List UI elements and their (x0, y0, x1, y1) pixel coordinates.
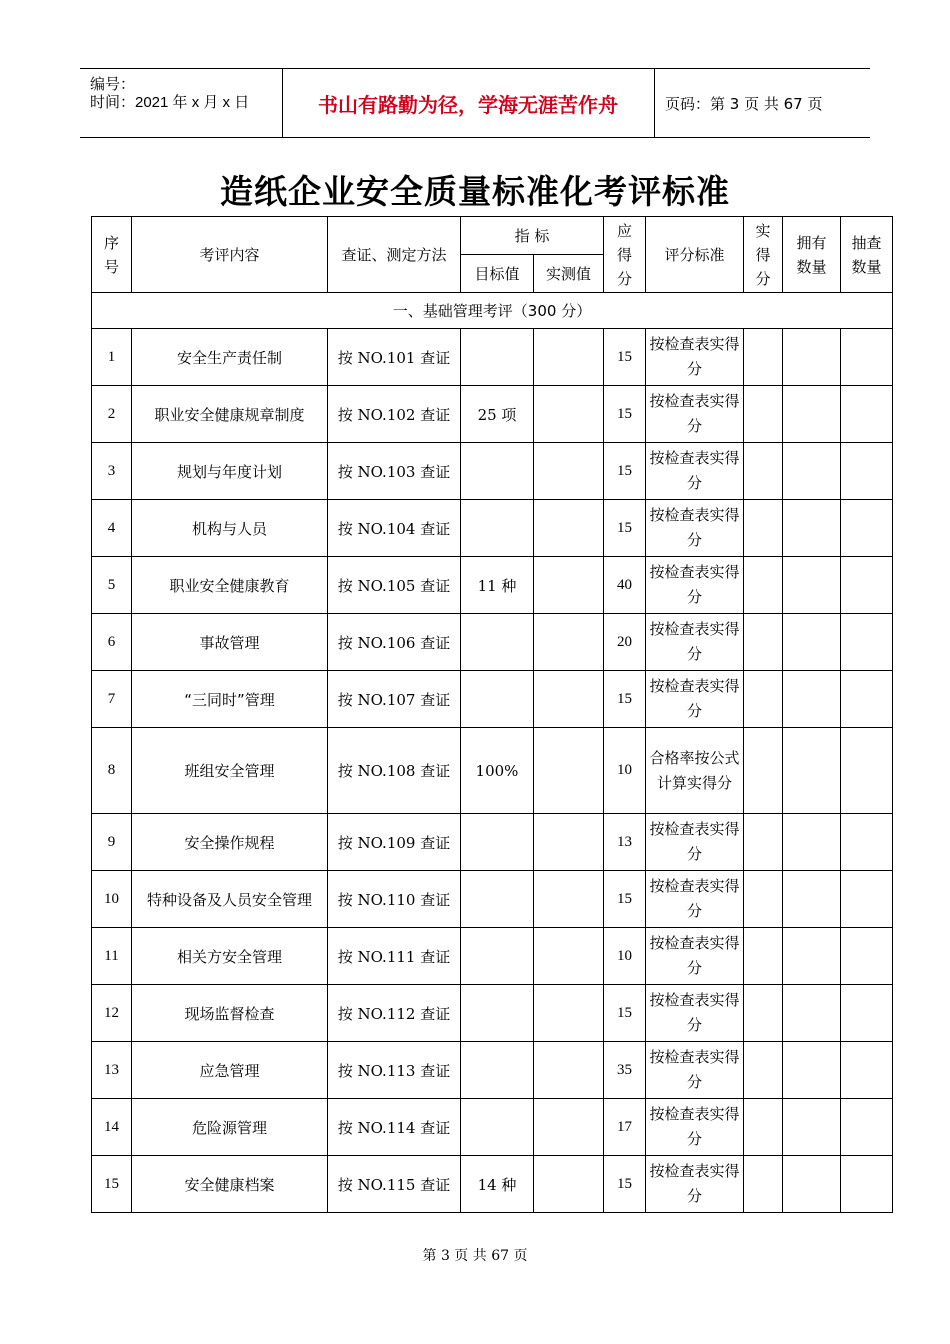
row-measured (534, 1156, 604, 1213)
row-content: 安全操作规程 (132, 814, 328, 871)
table-row (92, 443, 893, 500)
assessment-table (91, 216, 893, 1213)
row-content: 职业安全健康教育 (132, 557, 328, 614)
row-actual (744, 985, 783, 1042)
row-number: 11 (92, 928, 132, 985)
row-standard: 按检查表实得分 (646, 557, 744, 614)
row-method: 按 NO.105 查证 (328, 557, 461, 614)
row-content: 事故管理 (132, 614, 328, 671)
header-standard: 评分标准 (646, 217, 744, 293)
table-row (92, 329, 893, 386)
header-page-info (655, 69, 880, 137)
row-standard: 合格率按公式计算实得分 (646, 728, 744, 814)
row-actual (744, 614, 783, 671)
row-owned (783, 386, 841, 443)
row-owned (783, 1099, 841, 1156)
row-score: 15 (604, 1156, 646, 1213)
row-target (461, 1099, 534, 1156)
header-indicator: 指 标 (461, 217, 604, 255)
row-actual (744, 1156, 783, 1213)
row-content: 相关方安全管理 (132, 928, 328, 985)
row-measured (534, 671, 604, 728)
row-sample (841, 1099, 893, 1156)
row-target: 100% (461, 728, 534, 814)
row-number: 4 (92, 500, 132, 557)
row-target (461, 928, 534, 985)
row-sample (841, 671, 893, 728)
table-row (92, 614, 893, 671)
motto-text: 书山有路勤为径，学海无涯苦作舟 (318, 92, 618, 117)
row-sample (841, 443, 893, 500)
row-method: 按 NO.107 查证 (328, 671, 461, 728)
row-target (461, 443, 534, 500)
row-number: 1 (92, 329, 132, 386)
row-actual (744, 386, 783, 443)
header-seq: 序号 (92, 217, 132, 293)
row-content: 危险源管理 (132, 1099, 328, 1156)
row-content: “三同时”管理 (132, 671, 328, 728)
row-score: 20 (604, 614, 646, 671)
table-row (92, 928, 893, 985)
row-target (461, 671, 534, 728)
row-actual (744, 500, 783, 557)
row-standard: 按检查表实得分 (646, 500, 744, 557)
row-target: 14 种 (461, 1156, 534, 1213)
row-owned (783, 728, 841, 814)
row-target (461, 329, 534, 386)
row-method: 按 NO.106 查证 (328, 614, 461, 671)
row-method: 按 NO.111 查证 (328, 928, 461, 985)
row-owned (783, 985, 841, 1042)
row-measured (534, 386, 604, 443)
row-target: 11 种 (461, 557, 534, 614)
table-row (92, 871, 893, 928)
row-measured (534, 614, 604, 671)
row-standard: 按检查表实得分 (646, 871, 744, 928)
row-target (461, 871, 534, 928)
header-score: 应得分 (604, 217, 646, 293)
row-method: 按 NO.115 查证 (328, 1156, 461, 1213)
row-standard: 按检查表实得分 (646, 443, 744, 500)
table-row (92, 985, 893, 1042)
row-owned (783, 443, 841, 500)
section-heading: 一、基础管理考评（300 分） (92, 293, 893, 329)
table-row (92, 557, 893, 614)
table-row (92, 814, 893, 871)
row-sample (841, 814, 893, 871)
header-actual: 实得分 (744, 217, 783, 293)
header-meta (80, 69, 283, 137)
table-row (92, 1042, 893, 1099)
row-actual (744, 814, 783, 871)
row-sample (841, 928, 893, 985)
row-score: 10 (604, 928, 646, 985)
header-motto-cell (282, 69, 655, 137)
row-number: 7 (92, 671, 132, 728)
row-target (461, 814, 534, 871)
row-sample (841, 386, 893, 443)
row-number: 2 (92, 386, 132, 443)
row-measured (534, 814, 604, 871)
row-method: 按 NO.113 查证 (328, 1042, 461, 1099)
row-owned (783, 928, 841, 985)
row-owned (783, 329, 841, 386)
row-target (461, 1042, 534, 1099)
row-number: 10 (92, 871, 132, 928)
row-measured (534, 1099, 604, 1156)
row-content: 特种设备及人员安全管理 (132, 871, 328, 928)
row-number: 3 (92, 443, 132, 500)
row-method: 按 NO.109 查证 (328, 814, 461, 871)
header-measured: 实测值 (534, 255, 604, 293)
row-standard: 按检查表实得分 (646, 671, 744, 728)
row-actual (744, 557, 783, 614)
row-owned (783, 871, 841, 928)
row-actual (744, 928, 783, 985)
row-measured (534, 728, 604, 814)
row-method: 按 NO.103 查证 (328, 443, 461, 500)
row-score: 35 (604, 1042, 646, 1099)
header-sample: 抽查数量 (841, 217, 893, 293)
row-measured (534, 985, 604, 1042)
row-number: 5 (92, 557, 132, 614)
row-number: 15 (92, 1156, 132, 1213)
row-owned (783, 671, 841, 728)
table-row (92, 500, 893, 557)
row-score: 15 (604, 985, 646, 1042)
row-target (461, 985, 534, 1042)
row-sample (841, 871, 893, 928)
row-owned (783, 500, 841, 557)
row-standard: 按检查表实得分 (646, 814, 744, 871)
row-score: 17 (604, 1099, 646, 1156)
page-info-text: 页码：第 3 页 共 67 页 (665, 94, 823, 113)
row-sample (841, 500, 893, 557)
document-title: 造纸企业安全质量标准化考评标准 (220, 172, 730, 211)
row-standard: 按检查表实得分 (646, 928, 744, 985)
row-score: 15 (604, 329, 646, 386)
row-measured (534, 928, 604, 985)
row-method: 按 NO.101 查证 (328, 329, 461, 386)
row-content: 应急管理 (132, 1042, 328, 1099)
row-owned (783, 1042, 841, 1099)
row-standard: 按检查表实得分 (646, 386, 744, 443)
page-header (80, 68, 870, 138)
date-label: 时间：2021 年 x 月 x 日 (90, 94, 250, 111)
table-row (92, 728, 893, 814)
row-measured (534, 329, 604, 386)
row-actual (744, 329, 783, 386)
row-score: 15 (604, 500, 646, 557)
row-score: 15 (604, 871, 646, 928)
row-sample (841, 557, 893, 614)
row-score: 40 (604, 557, 646, 614)
row-actual (744, 443, 783, 500)
row-standard: 按检查表实得分 (646, 329, 744, 386)
row-number: 9 (92, 814, 132, 871)
row-content: 班组安全管理 (132, 728, 328, 814)
footer-page-text: 第 3 页 共 67 页 (422, 1248, 528, 1264)
row-standard: 按检查表实得分 (646, 614, 744, 671)
row-number: 14 (92, 1099, 132, 1156)
page-footer (0, 1245, 950, 1265)
table-row (92, 1156, 893, 1213)
row-target: 25 项 (461, 386, 534, 443)
row-standard: 按检查表实得分 (646, 1042, 744, 1099)
row-owned (783, 614, 841, 671)
row-content: 职业安全健康规章制度 (132, 386, 328, 443)
row-method: 按 NO.112 查证 (328, 985, 461, 1042)
row-score: 15 (604, 443, 646, 500)
number-label: 编号： (90, 76, 136, 93)
header-content: 考评内容 (132, 217, 328, 293)
row-target (461, 614, 534, 671)
row-owned (783, 557, 841, 614)
row-method: 按 NO.110 查证 (328, 871, 461, 928)
row-standard: 按检查表实得分 (646, 1099, 744, 1156)
row-content: 安全生产责任制 (132, 329, 328, 386)
row-content: 现场监督检查 (132, 985, 328, 1042)
row-content: 安全健康档案 (132, 1156, 328, 1213)
row-actual (744, 671, 783, 728)
table-row (92, 386, 893, 443)
row-method: 按 NO.104 查证 (328, 500, 461, 557)
row-number: 13 (92, 1042, 132, 1099)
table-row (92, 671, 893, 728)
row-score: 15 (604, 671, 646, 728)
row-method: 按 NO.108 查证 (328, 728, 461, 814)
row-sample (841, 728, 893, 814)
row-number: 8 (92, 728, 132, 814)
row-measured (534, 871, 604, 928)
row-measured (534, 443, 604, 500)
row-content: 规划与年度计划 (132, 443, 328, 500)
row-standard: 按检查表实得分 (646, 985, 744, 1042)
row-score: 13 (604, 814, 646, 871)
row-measured (534, 1042, 604, 1099)
row-standard: 按检查表实得分 (646, 1156, 744, 1213)
header-method: 查证、测定方法 (328, 217, 461, 293)
row-actual (744, 1099, 783, 1156)
row-sample (841, 1042, 893, 1099)
row-actual (744, 871, 783, 928)
row-content: 机构与人员 (132, 500, 328, 557)
row-owned (783, 814, 841, 871)
row-measured (534, 557, 604, 614)
row-measured (534, 500, 604, 557)
row-actual (744, 728, 783, 814)
row-target (461, 500, 534, 557)
row-sample (841, 614, 893, 671)
row-method: 按 NO.102 查证 (328, 386, 461, 443)
row-number: 6 (92, 614, 132, 671)
row-method: 按 NO.114 查证 (328, 1099, 461, 1156)
row-score: 10 (604, 728, 646, 814)
row-sample (841, 329, 893, 386)
row-sample (841, 985, 893, 1042)
header-owned: 拥有数量 (783, 217, 841, 293)
row-score: 15 (604, 386, 646, 443)
header-target: 目标值 (461, 255, 534, 293)
table-row (92, 1099, 893, 1156)
row-sample (841, 1156, 893, 1213)
row-owned (783, 1156, 841, 1213)
row-number: 12 (92, 985, 132, 1042)
row-actual (744, 1042, 783, 1099)
